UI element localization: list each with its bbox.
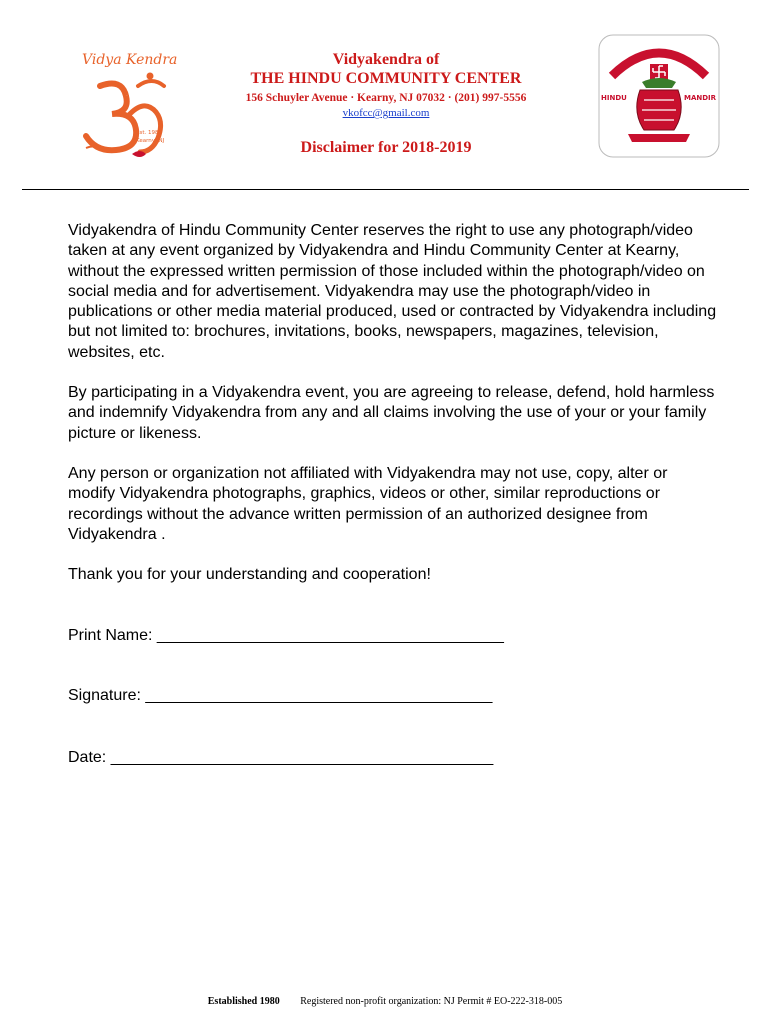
footer-registration: Registered non-profit organization: NJ Permit # EO-222-318-005	[300, 996, 563, 1007]
logo-left-place: Kearny, NJ	[136, 138, 165, 144]
logo-left-text: Vidya Kendra	[82, 52, 178, 68]
logo-left-est: Est. 1980	[136, 130, 162, 136]
signature-field[interactable]: Signature: _______________________________________	[68, 687, 493, 704]
paragraph-photo-rights: Vidyakendra of Hindu Community Center reserves the right to use any photograph/video taken at any event organized by Vidyakendra and Hindu Community Center at Kearny, without the expressed written permission of those included within the photograph/video on social media and for advertisement. Vidyakendra may use the photograph/video in publications or other media material produced, used or contracted by Vidyakendra including but not limited to: brochures, invitations, books, newspapers, magazines, television, websites, etc.	[68, 222, 717, 361]
org-name-line2: THE HINDU COMMUNITY CENTER	[250, 70, 522, 87]
print-name-field[interactable]: Print Name: _______________________________________	[68, 627, 504, 644]
hindu-mandir-logo	[598, 34, 720, 158]
disclaimer-body	[68, 221, 718, 605]
footer	[0, 996, 770, 1007]
document-title: Disclaimer for 2018-2019	[300, 139, 472, 156]
logo-right-text-right: MANDIR	[684, 94, 717, 102]
logo-right-text-left: HINDU	[601, 94, 627, 102]
letterhead	[200, 50, 572, 157]
footer-established: Established 1980	[207, 996, 280, 1007]
paragraph-thanks: Thank you for your understanding and cooperation!	[68, 566, 431, 584]
org-name-line1: Vidyakendra of	[332, 51, 440, 68]
org-address: 156 Schuyler Avenue · Kearny, NJ 07032 · (201) 997-5556	[245, 92, 527, 104]
header-divider	[22, 189, 749, 190]
om-symbol-icon	[78, 46, 178, 164]
org-email-link[interactable]: vkofcc@gmail.com	[342, 107, 430, 119]
paragraph-indemnify: By participating in a Vidyakendra event, you are agreeing to release, defend, hold harmless and indemnify Vidyakendra from any and all claims involving the use of your or your family picture or likeness.	[68, 384, 715, 442]
kalash-icon	[598, 34, 720, 158]
vidyakendra-logo	[78, 46, 178, 164]
paragraph-restrictions: Any person or organization not affiliated with Vidyakendra may not use, copy, alter or modify Vidyakendra photographs, graphics, videos or other, similar reproductions or recordings without the advance written permission of an authorized designee from Vidyakendra .	[68, 464, 668, 543]
date-field[interactable]: Date: ___________________________________________	[68, 749, 494, 766]
